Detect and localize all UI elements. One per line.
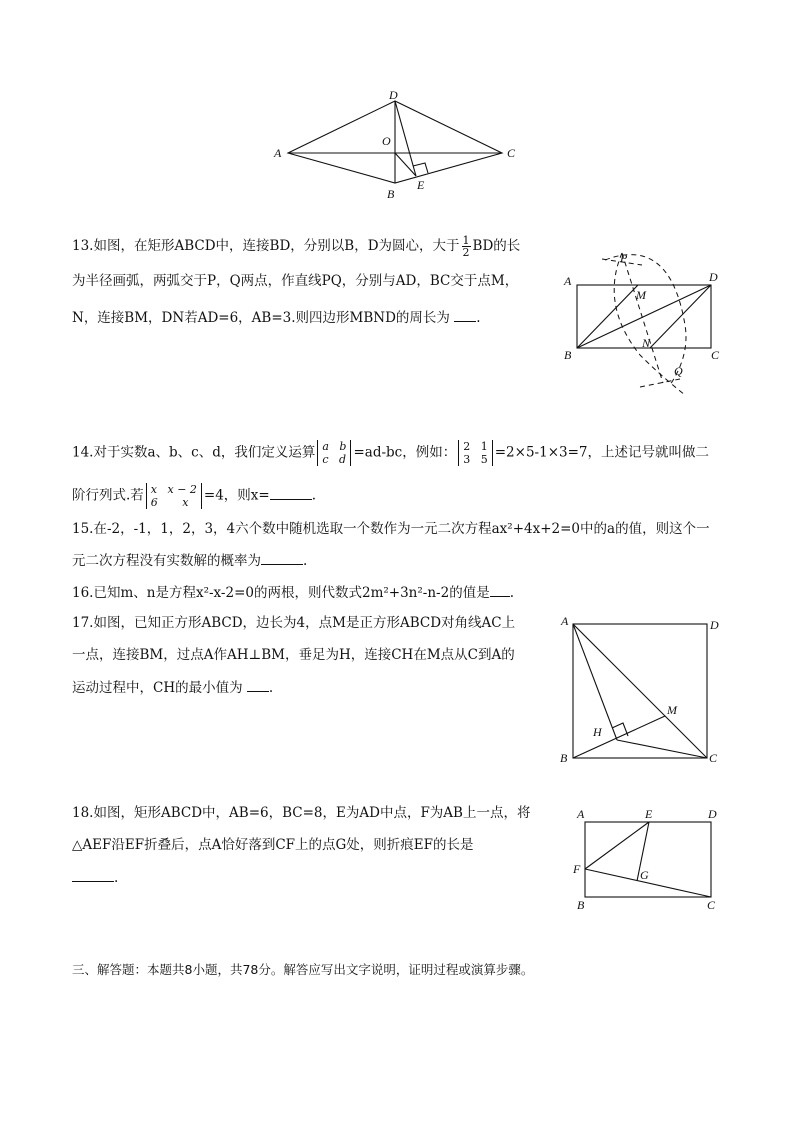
q18-line-3: . — [72, 867, 118, 888]
determinant-general: a b c d — [317, 440, 351, 466]
fig17-label-M: M — [667, 703, 677, 717]
q17-line-3: 运动过程中，CH的最小值为 . — [72, 677, 273, 698]
fig12-label-E: E — [417, 178, 425, 192]
q13-line-1: 13.如图，在矩形ABCD中，连接BD，分别以B，D为圆心，大于 $\frac{1}{2}$ BD的长 — [72, 234, 521, 259]
q18-line-2: △AEF沿EF折叠后，点A恰好落到CF上的点G处，则折痕EF的长是 — [72, 837, 474, 853]
fig17-label-C: C — [709, 751, 718, 765]
q16-answer-blank[interactable] — [490, 582, 510, 597]
fig13-label-Q: Q — [674, 364, 683, 378]
square-figure — [555, 612, 725, 767]
q14-answer-blank[interactable] — [270, 485, 312, 500]
fig18-label-D: D — [708, 807, 717, 821]
fig13-label-A: A — [564, 274, 572, 288]
fig13-label-P: P — [620, 251, 628, 265]
rhombus-figure — [270, 90, 530, 205]
fraction-half: $\frac{1}{2}$ — [462, 234, 470, 259]
fig18-label-A: A — [577, 807, 585, 821]
fig18-label-E: E — [645, 807, 653, 821]
q18-line-1: 18.如图，矩形ABCD中，AB=6，BC=8，E为AD中点，F为AB上一点，将 — [72, 805, 531, 821]
fig17-label-H: H — [593, 725, 602, 739]
q14-line-1: 14.对于实数a、b、c、d，我们定义运算 a b c d =ad-bc，例如： 2 1 3 5 =2×5-1×3=7，上述记号就叫做二 — [72, 440, 710, 466]
section-three-heading: 三、解答题：本题共8小题，共78分。解答应写出文字说明，证明过程或演算步骤。 — [72, 962, 534, 977]
fig12-label-O: O — [382, 134, 391, 148]
fig17-label-A: A — [561, 614, 569, 628]
q17-line-1: 17.如图，已知正方形ABCD，边长为4，点M是正方形ABCD对角线AC上 — [72, 615, 516, 631]
q17-answer-blank[interactable] — [247, 677, 269, 692]
q17-line-2: 一点，连接BM，过点A作AH⊥BM，垂足为H，连接CH在M点从C到A的 — [72, 647, 515, 663]
q13-answer-blank[interactable] — [454, 307, 476, 322]
fold-rectangle-figure — [565, 803, 725, 915]
fig12-label-A: A — [274, 146, 282, 160]
fig13-label-B: B — [564, 348, 572, 362]
fig13-label-D: D — [709, 270, 718, 284]
q16-line-1: 16.已知m、n是方程x²-x-2=0的两根，则代数式2m²+3n²-n-2的值是 . — [72, 582, 514, 603]
fig18-label-B: B — [577, 898, 585, 912]
fig18-label-F: F — [573, 862, 581, 876]
fig12-label-C: C — [507, 146, 516, 160]
determinant-equation: x x − 2 6 x — [146, 483, 202, 509]
q13-line-2: 为半径画弧，两弧交于P，Q两点，作直线PQ，分别与AD，BC交于点M， — [72, 273, 519, 289]
fig18-label-G: G — [640, 868, 649, 882]
fig18-label-C: C — [707, 898, 716, 912]
fig12-label-D: D — [389, 90, 398, 102]
q13-line-3: N，连接BM，DN若AD=6，AB=3.则四边形MBND的周长为 . — [72, 307, 481, 328]
determinant-example: 2 1 3 5 — [458, 440, 493, 466]
q15-line-1: 15.在-2，-1，1，2，3，4六个数中随机选取一个数作为一元二次方程ax²+4x+2=0中的a的值，则这个一 — [72, 521, 710, 537]
q15-answer-blank[interactable] — [261, 550, 303, 565]
fig17-label-D: D — [710, 618, 719, 632]
fig13-label-M: M — [636, 288, 646, 302]
fig13-label-N: N — [642, 336, 651, 350]
fig17-label-B: B — [560, 751, 568, 765]
q18-answer-blank[interactable] — [72, 867, 114, 882]
q14-line-2: 阶行列式.若 x x − 2 6 x =4，则x= . — [72, 483, 317, 509]
fig13-label-C: C — [711, 348, 720, 362]
q15-line-2: 元二次方程没有实数解的概率为 . — [72, 550, 307, 571]
fig12-label-B: B — [387, 187, 395, 201]
rectangle-arcs-figure — [560, 235, 730, 400]
